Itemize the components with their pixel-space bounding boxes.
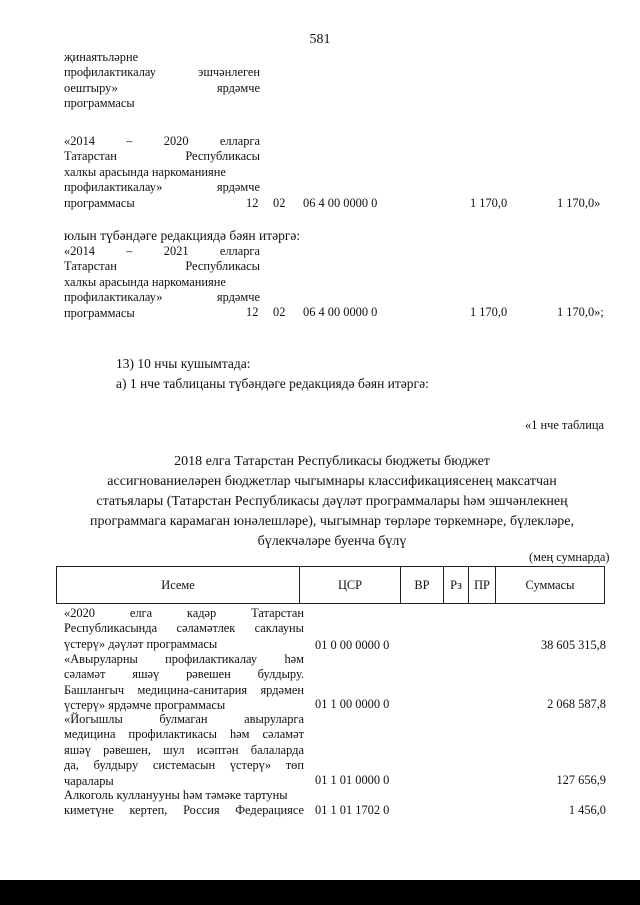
header-sum: Суммасы xyxy=(496,567,605,604)
text-line: җинаятьләрне xyxy=(64,50,139,64)
text-block-old-program xyxy=(64,134,260,211)
row-name-line: «Йогышлы булмаган авыруларга xyxy=(64,712,304,726)
value-1: 1 170,0 xyxy=(470,196,508,210)
text-line: халкы арасында наркоманияне xyxy=(64,274,226,289)
text-line: халкы арасында наркоманияне xyxy=(64,164,226,179)
table-label: «1 нче таблица xyxy=(525,418,604,432)
title-line: статьялары (Татарстан Республикасы дәүләт программалары һәм эшчәнлекнең xyxy=(96,494,568,509)
row-sum: 127 656,9 xyxy=(556,773,606,787)
value-1: 1 170,0 xyxy=(470,305,508,319)
text-line: Татарстан Республикасы xyxy=(64,259,260,274)
title-line: 2018 елга Татарстан Республикасы бюджеты бюджет xyxy=(174,454,490,469)
header-csr: ЦСР xyxy=(300,567,401,604)
item-a: а) 1 нче таблицаны түбәндәге редакциядә бәян итәргә: xyxy=(116,376,429,391)
row-name-line: «Авыруларны профилактикалау һәм xyxy=(64,652,304,666)
table-row xyxy=(64,788,304,819)
table-row xyxy=(64,712,304,789)
text-line: профилактикалау эшчәнлеген xyxy=(64,65,260,80)
value-2: 1 170,0» xyxy=(557,196,601,210)
code-pr: 02 xyxy=(273,196,286,210)
text-line: программасы xyxy=(64,96,135,111)
text-block-continued xyxy=(64,50,260,112)
row-name-line: киметүне кертеп, Россия Федерациясе xyxy=(64,803,304,818)
row-name-line: чаралары xyxy=(64,773,114,788)
item-13: 13) 10 нчы кушымтада: xyxy=(116,356,251,371)
row-sum: 1 456,0 xyxy=(568,803,606,817)
text-line: Татарстан Республикасы xyxy=(64,149,260,164)
title-line: программага карамаган юнәлешләре), чыгымнар төрләре төркемнәре, бүлекләре, xyxy=(89,514,575,529)
text-line: профилактикалау» ярдәмче xyxy=(64,180,260,195)
header-name: Исеме xyxy=(57,567,300,604)
row-name-line: яшәү рәвешен, шул исәптән балаларда xyxy=(64,742,304,757)
units-note: (мең сумнарда) xyxy=(529,550,610,564)
row-name-line: «2020 елга кадәр Татарстан xyxy=(64,606,304,620)
scan-bottom-border xyxy=(0,880,640,905)
row-name-line: сәламәт яшәү рәвешен булдыру. xyxy=(64,667,304,682)
code-csr: 06 4 00 0000 0 xyxy=(303,305,378,319)
header-vr: ВР xyxy=(401,567,444,604)
row-csr: 01 0 00 0000 0 xyxy=(315,638,390,652)
table-header xyxy=(56,566,605,604)
row-name-line: үстерү» ярдәмче программасы xyxy=(64,698,226,713)
row-csr: 01 1 01 1702 0 xyxy=(315,803,390,817)
text-line: программасы xyxy=(64,305,135,320)
table-row xyxy=(64,652,304,714)
row-name-line: медицина профилактикасы һәм сәламәт xyxy=(64,727,304,742)
row-sum: 38 605 315,8 xyxy=(540,638,606,652)
code-csr: 06 4 00 0000 0 xyxy=(303,196,378,210)
row-name-line: үстерү» дәүләт программасы xyxy=(64,636,218,651)
row-name-line: Алкоголь кулланууны һәм тәмәке тартуны xyxy=(64,788,288,802)
header-pr: ПР xyxy=(469,567,496,604)
table-row xyxy=(64,606,304,652)
row-name-line: да, булдыру системасын үстерү» төп xyxy=(64,758,304,773)
title-line: ассигнованиеләрен бюджетлар чыгымнары классификациясенең максатчан xyxy=(107,474,557,489)
row-csr: 01 1 00 0000 0 xyxy=(315,697,390,711)
page-number: 581 xyxy=(309,32,331,47)
row-sum: 2 068 587,8 xyxy=(547,697,606,711)
row-name-line: Республикасында сәламәтлек саклауны xyxy=(64,621,304,636)
text-line: оештыру» ярдәмче xyxy=(64,80,260,95)
table-title xyxy=(0,452,640,552)
code-pr: 02 xyxy=(273,305,286,319)
replace-heading: юлын түбәндәге редакциядә бәян итәргә: xyxy=(64,228,301,243)
row-name-line: Башлангыч медицина-санитария ярдәмен xyxy=(64,682,304,697)
text-line: «2014 – 2020 елларга xyxy=(64,134,260,148)
text-line: профилактикалау» ярдәмче xyxy=(64,290,260,305)
row-csr: 01 1 01 0000 0 xyxy=(315,773,390,787)
text-line: «2014 – 2021 елларга xyxy=(64,244,260,258)
text-line: программасы xyxy=(64,195,135,210)
code-rz: 12 xyxy=(246,305,259,319)
header-rz: Рз xyxy=(444,567,469,604)
title-line: бүлекчәләре буенча бүлү xyxy=(257,534,407,549)
text-block-new-program xyxy=(64,244,260,321)
code-rz: 12 xyxy=(246,196,259,210)
value-2: 1 170,0»; xyxy=(557,305,604,319)
